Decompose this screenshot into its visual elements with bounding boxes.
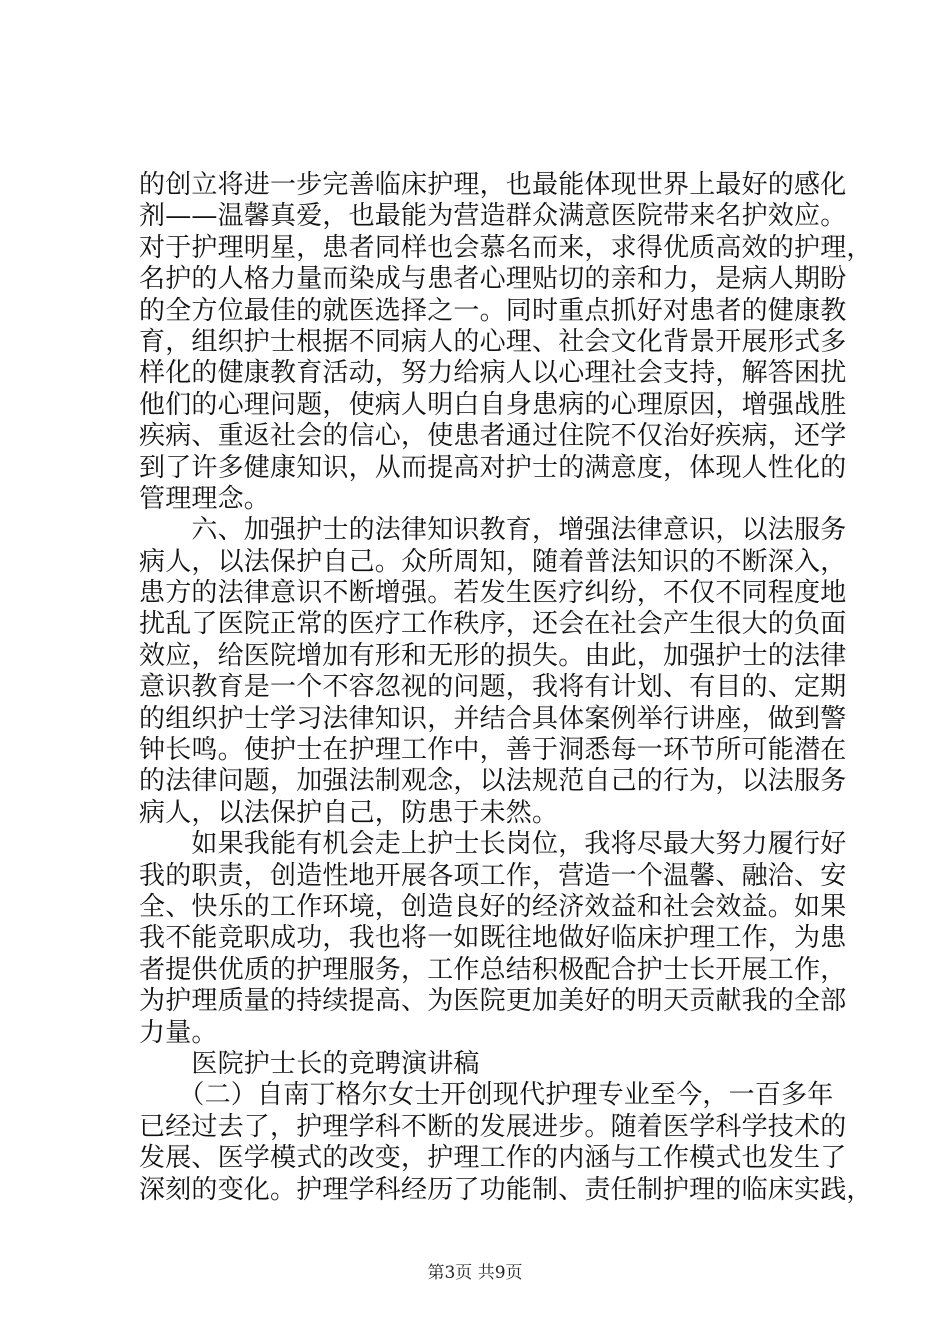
- text-line: 已经过去了，护理学科不断的发展进步。随着医学科学技术的: [139, 1111, 847, 1142]
- text-line: 为护理质量的持续提高、为医院更加美好的明天贡献我的全部: [139, 986, 847, 1017]
- text-line: 到了许多健康知识，从而提高对护士的满意度，体现人性化的: [139, 452, 847, 483]
- text-line: （二）自南丁格尔女士开创现代护理专业至今，一百多年: [139, 1080, 834, 1111]
- text-line: 病人，以法保护自己。众所周知，随着普法知识的不断深入，: [139, 546, 847, 577]
- text-line: 我不能竞职成功，我也将一如既往地做好临床护理工作，为患: [139, 923, 847, 954]
- text-line: 者提供优质的护理服务，工作总结积极配合护士长开展工作，: [139, 954, 847, 985]
- text-line: 的组织护士学习法律知识，并结合具体案例举行讲座，做到警: [139, 703, 847, 734]
- text-line: 全、快乐的工作环境，创造良好的经济效益和社会效益。如果: [139, 891, 847, 922]
- text-line: 病人，以法保护自己，防患于未然。: [139, 797, 559, 828]
- text-line: 的全方位最佳的就医选择之一。同时重点抓好对患者的健康教: [139, 295, 847, 326]
- text-line: 力量。: [139, 1017, 218, 1048]
- text-line: 钟长鸣。使护士在护理工作中，善于洞悉每一环节所可能潜在: [139, 735, 847, 766]
- text-line: 患方的法律意识不断增强。若发生医疗纠纷，不仅不同程度地: [139, 578, 847, 609]
- text-line: 剂——温馨真爱，也最能为营造群众满意医院带来名护效应。: [139, 201, 847, 232]
- text-line: 管理理念。: [139, 483, 271, 514]
- text-line: 的创立将进一步完善临床护理，也最能体现世界上最好的感化: [139, 170, 847, 200]
- text-line: 的法律问题，加强法制观念，以法规范自己的行为，以法服务: [139, 766, 847, 797]
- text-line: 效应，给医院增加有形和无形的损失。由此，加强护士的法律: [139, 640, 847, 671]
- text-line: 名护的人格力量而染成与患者心理贴切的亲和力，是病人期盼: [139, 264, 847, 295]
- text-line: 如果我能有机会走上护士长岗位，我将尽最大努力履行好: [139, 829, 847, 860]
- text-line: 六、加强护士的法律知识教育，增强法律意识，以法服务: [139, 515, 847, 546]
- text-line: 他们的心理问题，使病人明白自身患病的心理原因，增强战胜: [139, 389, 847, 420]
- text-line: 意识教育是一个不容忽视的问题，我将有计划、有目的、定期: [139, 672, 847, 703]
- text-line: 对于护理明星，患者同样也会慕名而来，求得优质高效的护理，: [139, 232, 873, 263]
- text-line: 样化的健康教育活动，努力给病人以心理社会支持，解答困扰: [139, 358, 847, 389]
- text-line: 深刻的变化。护理学科经历了功能制、责任制护理的临床实践，: [139, 1174, 873, 1205]
- document-body: [139, 170, 873, 1206]
- text-line: 我的职责，创造性地开展各项工作，营造一个温馨、融洽、安: [139, 860, 847, 891]
- page-footer: 第3页 共9页: [427, 1263, 523, 1283]
- text-line: 医院护士长的竞聘演讲稿: [139, 1048, 480, 1079]
- text-line: 发展、医学模式的改变，护理工作的内涵与工作模式也发生了: [139, 1143, 847, 1174]
- text-line: 扰乱了医院正常的医疗工作秩序，还会在社会产生很大的负面: [139, 609, 847, 640]
- text-line: 育，组织护士根据不同病人的心理、社会文化背景开展形式多: [139, 326, 847, 357]
- text-line: 疾病、重返社会的信心，使患者通过住院不仅治好疾病，还学: [139, 421, 847, 452]
